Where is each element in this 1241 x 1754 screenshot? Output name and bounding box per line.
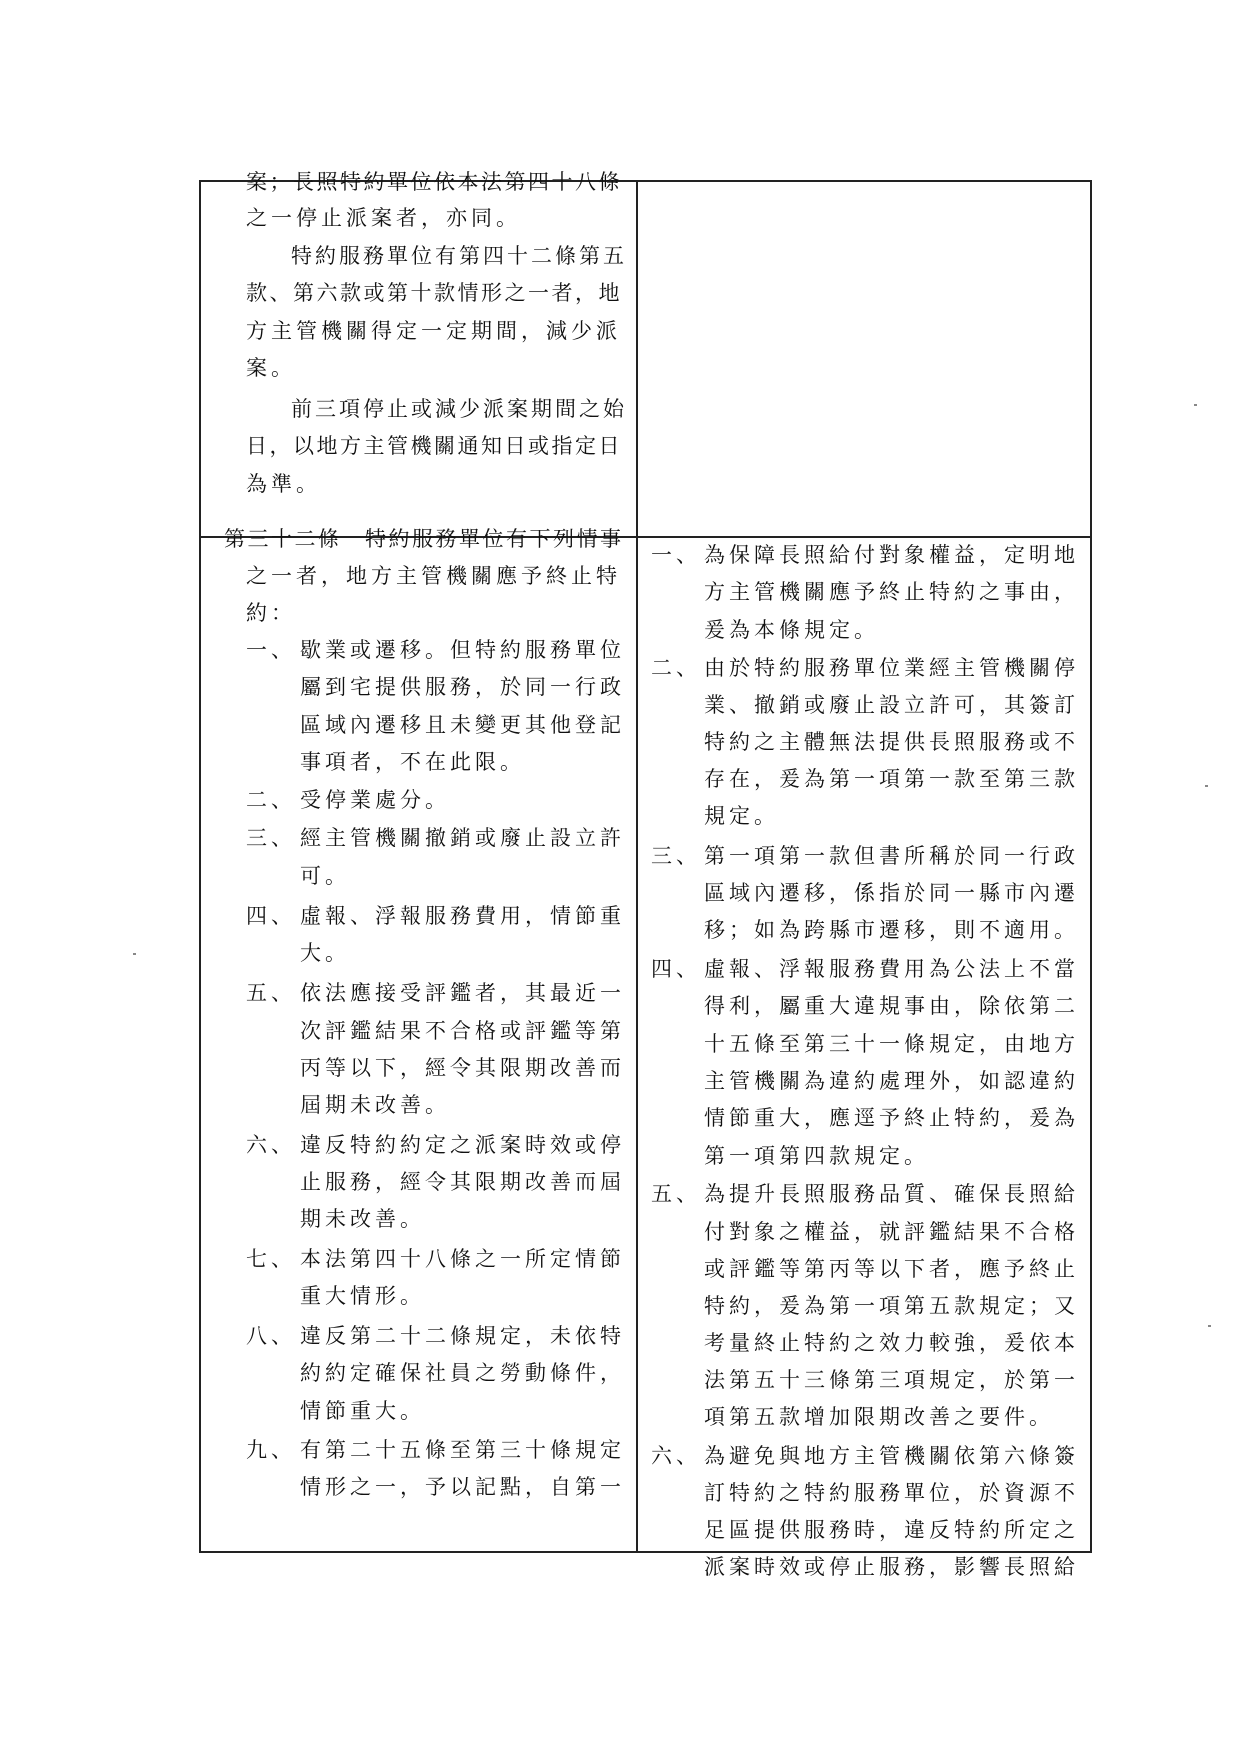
list-item-line: 重大情形。: [300, 1284, 425, 1308]
list-item-line: 約約定確保社員之勞動條件，: [300, 1361, 625, 1385]
list-item-line: 法第五十三條第三項規定，於第一: [704, 1368, 1079, 1392]
list-item-line: 區域內遷移且未變更其他登記: [300, 713, 625, 737]
row1-right-cell: [638, 180, 1090, 536]
text-line: 為準。: [246, 472, 321, 496]
list-item-line: 主管機關為違約處理外，如認違約: [704, 1069, 1079, 1093]
article-heading: 第三十二條 特約服務單位有下列情事: [224, 527, 624, 551]
list-item-number: 八、: [246, 1324, 296, 1348]
list-item-line: 依法應接受評鑑者，其最近一: [300, 981, 625, 1005]
list-item-line: 歇業或遷移。但特約服務單位: [300, 638, 625, 662]
list-item-line: 由於特約服務單位業經主管機關停: [704, 656, 1079, 680]
list-item-line: 丙等以下，經令其限期改善而: [300, 1056, 625, 1080]
comparison-table: [199, 170, 1092, 1579]
list-item-line: 本法第四十八條之一所定情節: [300, 1247, 625, 1271]
list-item-number: 七、: [246, 1247, 296, 1271]
list-item-number: 五、: [651, 1182, 701, 1206]
list-item-line: 為避免與地方主管機關依第六條簽: [704, 1444, 1079, 1468]
list-item-number: 六、: [246, 1133, 296, 1157]
list-item-line: 違反第二十二條規定，未依特: [300, 1324, 625, 1348]
text-line: 約：: [246, 601, 296, 625]
list-item-line: 存在，爰為第一項第一款至第三款: [704, 767, 1079, 791]
list-item-number: 一、: [246, 638, 296, 662]
scan-speck: [1205, 785, 1208, 787]
list-item-line: 訂特約之特約服務單位，於資源不: [704, 1481, 1079, 1505]
list-item-number: 四、: [246, 904, 296, 928]
list-item-line: 規定。: [704, 804, 779, 828]
list-item-line: 爰為本條規定。: [704, 618, 879, 642]
list-item-line: 次評鑑結果不合格或評鑑等第: [300, 1019, 625, 1043]
list-item-number: 三、: [246, 826, 296, 850]
list-item-line: 事項者，不在此限。: [300, 750, 525, 774]
list-item-line: 有第二十五條至第三十條規定: [300, 1438, 625, 1462]
list-item-number: 六、: [651, 1444, 701, 1468]
list-item-line: 止服務，經令其限期改善而屆: [300, 1170, 625, 1194]
list-item-number: 二、: [246, 788, 296, 812]
list-item-line: 業、撤銷或廢止設立許可，其簽訂: [704, 693, 1079, 717]
list-item-line: 第一項第一款但書所稱於同一行政: [704, 844, 1079, 868]
text-line: 前三項停止或減少派案期間之始: [291, 397, 627, 421]
text-line: 日，以地方主管機關通知日或指定日: [246, 434, 622, 458]
scan-speck: [1208, 1325, 1211, 1327]
text-line: 之一者，地方主管機關應予終止特: [246, 564, 621, 588]
scan-speck: [133, 953, 136, 955]
list-item-line: 虛報、浮報服務費用為公法上不當: [704, 957, 1079, 981]
text-line: 之一停止派案者，亦同。: [246, 206, 521, 230]
list-item-line: 受停業處分。: [300, 788, 450, 812]
list-item-line: 或評鑑等第丙等以下者，應予終止: [704, 1257, 1079, 1281]
list-item-line: 考量終止特約之效力較強，爰依本: [704, 1331, 1079, 1355]
list-item-line: 十五條至第三十一條規定，由地方: [704, 1032, 1079, 1056]
list-item-line: 移；如為跨縣市遷移，則不適用。: [704, 918, 1079, 942]
list-item-line: 得利，屬重大違規事由，除依第二: [704, 994, 1079, 1018]
list-item-line: 屆期未改善。: [300, 1093, 450, 1117]
table-right-border: [1090, 180, 1092, 1553]
row2-right-cell: [638, 538, 1090, 1579]
scan-speck: [1194, 404, 1197, 406]
text-line: 案。: [246, 356, 296, 380]
list-item-number: 三、: [651, 844, 701, 868]
text-line: 款、第六款或第十款情形之一者，地: [246, 281, 622, 305]
list-item-line: 特約之主體無法提供長照服務或不: [704, 730, 1079, 754]
list-item-line: 可。: [300, 864, 350, 888]
text-line: 案；長照特約單位依本法第四十八條: [246, 170, 622, 194]
list-item-line: 為保障長照給付對象權益，定明地: [704, 543, 1079, 567]
list-item-line: 違反特約約定之派案時效或停: [300, 1133, 625, 1157]
row2-left-cell: [199, 527, 636, 1551]
text-line: 特約服務單位有第四十二條第五: [291, 244, 627, 268]
list-item-line: 經主管機關撤銷或廢止設立許: [300, 826, 625, 850]
list-item-number: 四、: [651, 957, 701, 981]
list-item-line: 方主管機關應予終止特約之事由，: [704, 580, 1079, 604]
row1-left-cell: [199, 170, 636, 536]
list-item-number: 二、: [651, 656, 701, 680]
list-item-line: 虛報、浮報服務費用，情節重: [300, 904, 625, 928]
text-line: 方主管機關得定一定期間，減少派: [246, 319, 621, 343]
list-item-line: 特約，爰為第一項第五款規定；又: [704, 1294, 1079, 1318]
list-item-number: 五、: [246, 981, 296, 1005]
list-item-line: 大。: [300, 941, 350, 965]
list-item-number: 九、: [246, 1438, 296, 1462]
list-item-number: 一、: [651, 543, 701, 567]
list-item-line: 派案時效或停止服務，影響長照給: [704, 1555, 1079, 1579]
list-item-line: 付對象之權益，就評鑑結果不合格: [704, 1220, 1079, 1244]
list-item-line: 足區提供服務時，違反特約所定之: [704, 1518, 1079, 1542]
list-item-line: 情節重大，應逕予終止特約，爰為: [704, 1106, 1079, 1130]
list-item-line: 區域內遷移，係指於同一縣市內遷: [704, 881, 1079, 905]
list-item-line: 第一項第四款規定。: [704, 1144, 929, 1168]
list-item-line: 屬到宅提供服務，於同一行政: [300, 675, 625, 699]
list-item-line: 情形之一，予以記點，自第一: [300, 1475, 625, 1499]
list-item-line: 項第五款增加限期改善之要件。: [704, 1405, 1054, 1429]
list-item-line: 期未改善。: [300, 1207, 425, 1231]
list-item-line: 情節重大。: [300, 1399, 425, 1423]
list-item-line: 為提升長照服務品質、確保長照給: [704, 1182, 1079, 1206]
